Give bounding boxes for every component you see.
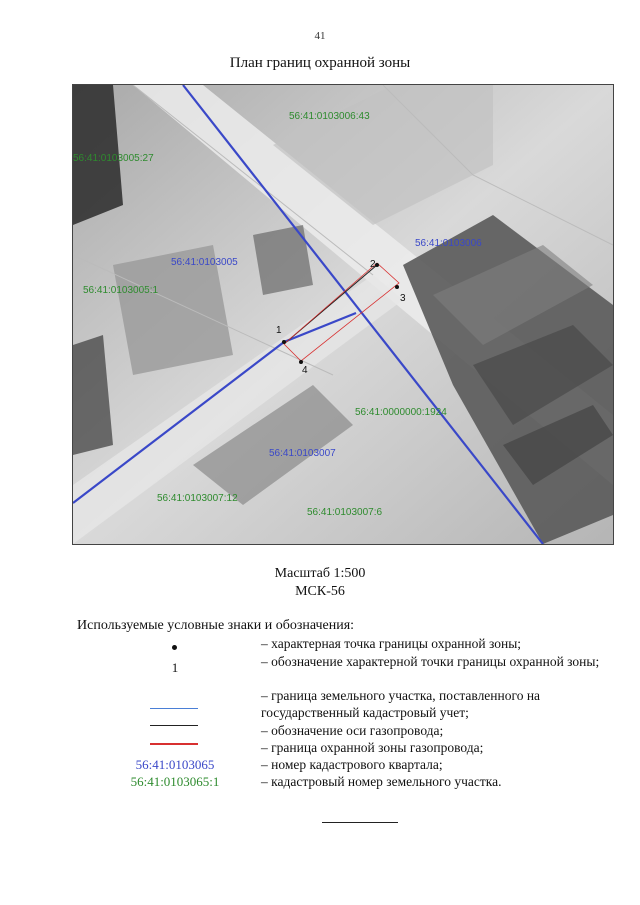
legend-parcel-sample: 56:41:0103065:1 [130,774,220,789]
page-number: 41 [314,30,326,42]
boundary-point [375,263,379,267]
legend-gas-axis-line [150,725,198,726]
point-label: 2 [370,259,376,270]
legend-protection-zone-line [150,743,198,745]
parcel-number: 56:41:0103007:6 [307,507,383,518]
parcel-number: 56:41:0103006:43 [289,111,370,122]
legend-item: – характерная точка границы охранной зоны; [261,636,522,651]
boundary-point [282,340,286,344]
legend-heading: Используемые условные знаки и обозначения: [77,618,355,633]
parcel-number: 56:41:0000000:1924 [355,407,447,418]
parcel-number: 56:41:0103005:1 [83,285,159,296]
legend-parcel-boundary-line [150,708,198,709]
building [253,225,313,295]
boundary-point [395,285,399,289]
scale-label: Масштаб 1:500 [274,566,366,581]
bottom-rule [322,822,398,823]
point-label: 1 [276,325,282,336]
parcel-number: 56:41:0103007:12 [157,493,238,504]
page-title: План границ охранной зоны [229,55,411,71]
legend-item: – кадастровый номер земельного участка. [261,774,502,789]
legend-quarter-sample: 56:41:0103065 [135,757,215,772]
point-label: 3 [400,293,406,304]
legend-point-symbol [172,645,177,650]
coordinate-system-label: МСК-56 [295,584,345,599]
boundary-map [72,84,614,545]
quarter-number: 56:41:0103007 [269,448,336,459]
legend-item: – обозначение характерной точки границы охранной зоны; [261,654,600,669]
legend-item: – граница земельного участка, поставленного на государственный кадастровый учет; [261,688,541,720]
point-label: 4 [302,365,308,376]
legend-item: – граница охранной зоны газопровода; [261,740,484,755]
legend-point-label-sample: 1 [171,660,179,675]
scale-info [0,565,640,601]
boundary-point [299,360,303,364]
parcel-number: 56:41:0103005:27 [73,153,154,164]
legend-item: – обозначение оси газопровода; [261,723,444,738]
legend-item: – номер кадастрового квартала; [261,757,443,772]
quarter-number: 56:41:0103006 [415,238,482,249]
quarter-number: 56:41:0103005 [171,257,238,268]
